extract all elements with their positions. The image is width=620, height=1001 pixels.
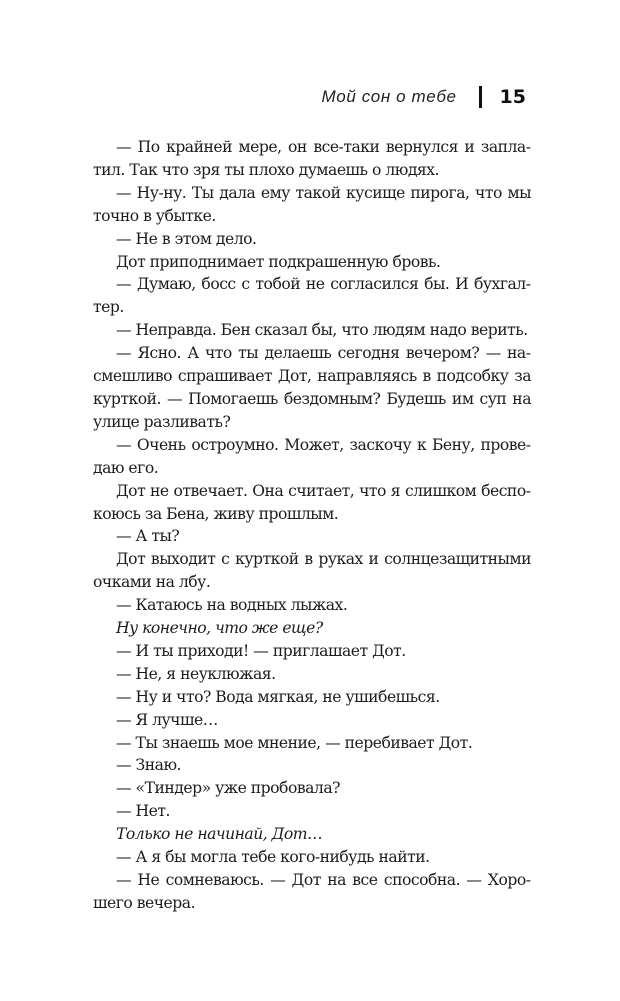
paragraph: — Думаю, босс с тобой не согласился бы. И бухгалтер. <box>93 275 531 317</box>
header-divider <box>479 86 482 108</box>
paragraph: — Ты знаешь мое мнение, — перебивает Дот. <box>116 733 473 752</box>
paragraph: — Ну и что? Вода мягкая, не ушибешься. <box>116 687 440 706</box>
page-number: 15 <box>499 86 526 108</box>
paragraph: — Неправда. Бен сказал бы, что людям надо верить. <box>116 321 528 340</box>
running-title: Мой сон о тебе <box>321 87 457 106</box>
paragraph: — Не в этом дело. <box>116 229 257 248</box>
paragraph: — Я лучше… <box>116 710 218 729</box>
paragraph: Дот приподнимает подкрашенную бровь. <box>116 252 441 271</box>
paragraph: — Катаюсь на водных лыжах. <box>116 596 348 615</box>
italic-thought-paragraph: Ну конечно, что же еще? <box>116 619 323 638</box>
body-text <box>93 136 531 915</box>
paragraph: Дот не отвечает. Она считает, что я слишком беспокоюсь за Бена, живу прошлым. <box>93 481 531 523</box>
paragraph: — Знаю. <box>116 756 181 775</box>
paragraph: — А я бы могла тебе кого-нибудь найти. <box>116 848 430 867</box>
paragraph: — Нет. <box>116 802 170 821</box>
running-head <box>322 84 527 110</box>
paragraph: — «Тиндер» уже пробовала? <box>116 779 340 798</box>
paragraph: — По крайней мере, он все-таки вернулся и заплатил. Так что зря ты плохо думаешь о людях. <box>93 138 531 179</box>
paragraph: — Не, я неуклюжая. <box>116 664 276 683</box>
paragraph: — И ты приходи! — приглашает Дот. <box>116 641 406 660</box>
paragraph: — А ты? <box>116 527 180 546</box>
italic-thought-paragraph: Только не начинай, Дот… <box>116 825 323 844</box>
paragraph: — Не сомневаюсь. — Дот на все способна. — Хорошего вечера. <box>93 871 531 912</box>
paragraph: — Ну-ну. Ты дала ему такой кусище пирога, что мы точно в убытке. <box>93 183 531 225</box>
paragraph: — Очень остроумно. Может, заскочу к Бену, проведаю его. <box>93 435 531 477</box>
paragraph: Дот выходит с курткой в руках и солнцезащитными очками на лбу. <box>93 550 531 592</box>
paragraph: — Ясно. А что ты делаешь сегодня вечером? — насмешливо спрашивает Дот, направляясь в подсобку за курткой. — Помогаешь бездомным? Будешь им суп на улице разливать? <box>93 344 531 431</box>
